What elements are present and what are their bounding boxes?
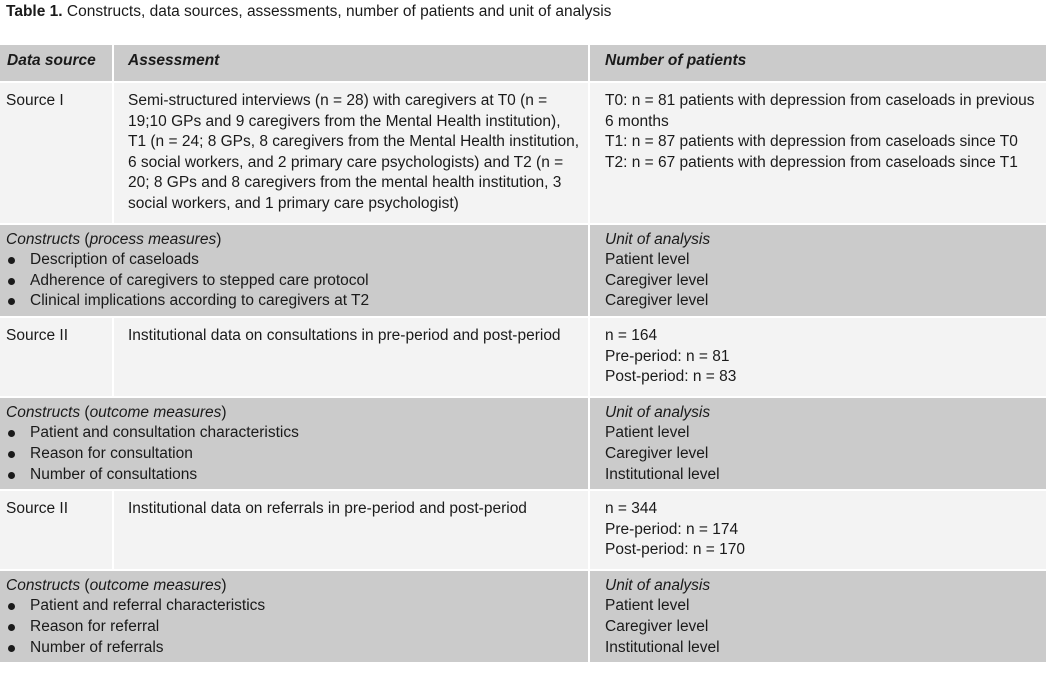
table-row-constructs-2 <box>0 397 1046 490</box>
constructs-title: Constructs <box>6 403 81 421</box>
table-caption <box>6 2 611 22</box>
source-cell: Source II <box>0 317 113 397</box>
assessment-cell: Institutional data on referrals in pre-period and post-period <box>113 490 589 570</box>
list-item: Number of referrals <box>6 638 588 659</box>
constructs-heading: Constructs (outcome measures) <box>6 576 227 594</box>
patients-cell <box>589 82 1046 224</box>
assessment-cell: Semi-structured interviews (n = 28) with caregivers at T0 (n = 19;10 GPs and 9 caregivers from the Mental Health institution), T1 (n = 24; 8 GPs, 8 caregivers from the Mental Health institution, 6 social workers, and 2 primary care psychologists) and T2 (n = 20; 8 GPs and 8 caregivers from the mental health institution, 3 social workers, and 1 primary care psychologist) <box>113 82 589 224</box>
unit-line: Caregiver level <box>605 292 709 310</box>
list-item: Clinical implications according to caregivers at T2 <box>6 291 588 312</box>
constructs-qualifier: process measures <box>89 230 217 248</box>
unit-line: Institutional level <box>605 638 720 656</box>
header-assessment: Assessment <box>113 45 589 82</box>
patients-cell <box>589 317 1046 397</box>
table-row-constructs-1 <box>0 224 1046 317</box>
table-header-row <box>0 45 1046 82</box>
list-item: Reason for referral <box>6 617 588 638</box>
constructs-qualifier: outcome measures <box>89 403 222 421</box>
patients-line: Post-period: n = 83 <box>605 368 737 386</box>
header-data-source: Data source <box>0 45 113 82</box>
unit-line: Patient level <box>605 424 690 442</box>
caption-label: Table 1. <box>6 3 63 20</box>
unit-title: Unit of analysis <box>605 230 711 248</box>
constructs-cell <box>0 397 589 490</box>
unit-of-analysis-cell <box>589 397 1046 490</box>
list-item: Adherence of caregivers to stepped care protocol <box>6 271 588 292</box>
constructs-title: Constructs <box>6 230 81 248</box>
patients-line: T0: n = 81 patients with depression from caseloads in previous 6 months <box>605 92 1035 130</box>
unit-of-analysis-cell <box>589 224 1046 317</box>
constructs-heading: Constructs (outcome measures) <box>6 403 227 421</box>
constructs-list <box>6 596 588 658</box>
unit-title: Unit of analysis <box>605 576 711 594</box>
patients-line: Pre-period: n = 174 <box>605 520 739 538</box>
constructs-table <box>0 45 1046 662</box>
table-row-source-3 <box>0 490 1046 570</box>
patients-line: Post-period: n = 170 <box>605 541 746 559</box>
patients-line: T2: n = 67 patients with depression from caseloads since T1 <box>605 153 1018 171</box>
patients-line: n = 344 <box>605 500 658 518</box>
list-item: Description of caseloads <box>6 250 588 271</box>
list-item: Patient and referral characteristics <box>6 596 588 617</box>
header-number-of-patients: Number of patients <box>589 45 1046 82</box>
constructs-heading: Constructs (process measures) <box>6 230 222 248</box>
list-item: Reason for consultation <box>6 444 588 465</box>
unit-line: Caregiver level <box>605 444 709 462</box>
constructs-cell <box>0 570 589 662</box>
source-cell: Source II <box>0 490 113 570</box>
constructs-list <box>6 250 588 312</box>
table-row-constructs-3 <box>0 570 1046 662</box>
patients-line: Pre-period: n = 81 <box>605 347 730 365</box>
list-item: Patient and consultation characteristics <box>6 423 588 444</box>
source-cell: Source I <box>0 82 113 224</box>
constructs-title: Constructs <box>6 576 81 594</box>
constructs-qualifier: outcome measures <box>89 576 222 594</box>
unit-line: Patient level <box>605 597 690 615</box>
caption-text: Constructs, data sources, assessments, number of patients and unit of analysis <box>66 3 612 20</box>
list-item: Number of consultations <box>6 465 588 486</box>
patients-cell <box>589 490 1046 570</box>
unit-line: Institutional level <box>605 465 720 483</box>
unit-line: Patient level <box>605 251 690 269</box>
table-row-source-2 <box>0 317 1046 397</box>
unit-of-analysis-cell <box>589 570 1046 662</box>
unit-line: Caregiver level <box>605 271 709 289</box>
patients-line: n = 164 <box>605 326 658 344</box>
table-row-source-1 <box>0 82 1046 224</box>
constructs-list <box>6 423 588 485</box>
unit-line: Caregiver level <box>605 618 709 636</box>
patients-line: T1: n = 87 patients with depression from caseloads since T0 <box>605 133 1018 151</box>
constructs-cell <box>0 224 589 317</box>
assessment-cell: Institutional data on consultations in pre-period and post-period <box>113 317 589 397</box>
unit-title: Unit of analysis <box>605 403 711 421</box>
